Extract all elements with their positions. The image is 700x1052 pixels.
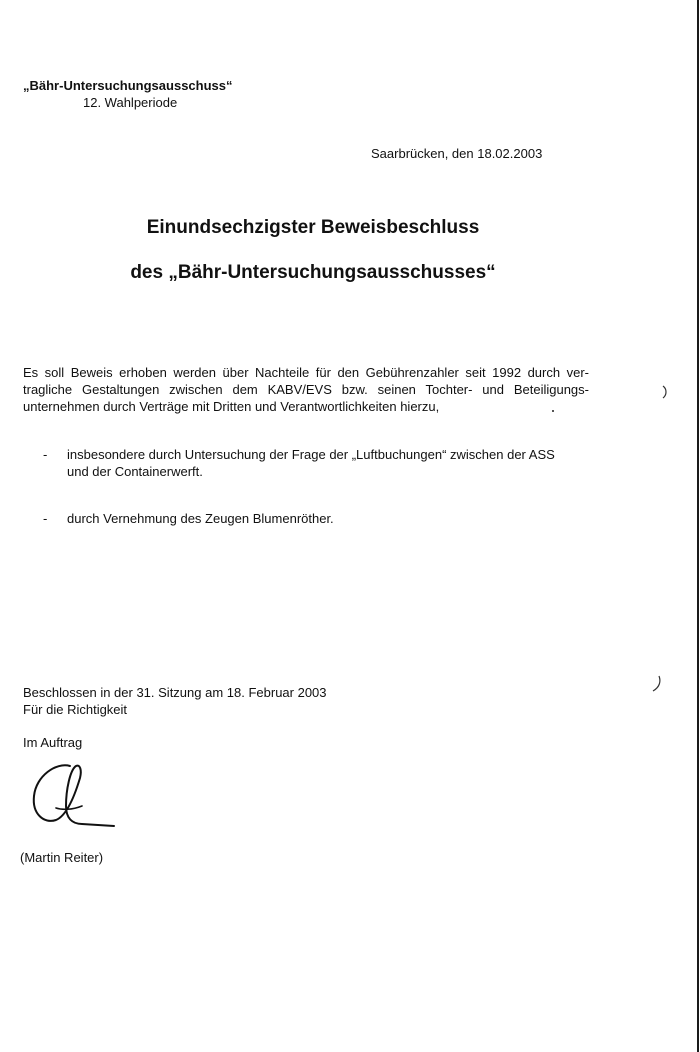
committee-name: „Bähr-Untersuchungsausschuss“ xyxy=(23,78,233,93)
margin-mark xyxy=(660,384,670,400)
scan-edge-line xyxy=(697,0,699,1052)
document-title: Einundsechzigster Beweisbeschluss xyxy=(146,217,480,238)
place-and-date: Saarbrücken, den 18.02.2003 xyxy=(371,146,543,161)
document-subtitle: des „Bähr-Untersuchungsausschusses“ xyxy=(130,262,496,283)
bullet-line: insbesondere durch Untersuchung der Frage der „Luftbuchungen“ zwischen der ASS xyxy=(67,447,555,462)
signer-name: (Martin Reiter) xyxy=(20,850,104,865)
bullet-marker: - xyxy=(43,511,48,526)
handwritten-signature xyxy=(26,758,126,838)
intro-line: Es soll Beweis erhoben werden über Nachteile für den Gebührenzahler seit 1992 durch ver- xyxy=(23,365,589,380)
intro-line: tragliche Gestaltungen zwischen dem KABV/EVS bzw. seinen Tochter- und Beteiligungs- xyxy=(23,382,589,397)
on-behalf-note: Im Auftrag xyxy=(23,735,83,750)
bullet-line: und der Containerwerft. xyxy=(67,464,203,479)
resolution-note: Beschlossen in der 31. Sitzung am 18. Februar 2003 xyxy=(23,685,327,700)
margin-mark xyxy=(650,674,664,694)
bullet-item xyxy=(67,446,607,480)
bullet-line: durch Vernehmung des Zeugen Blumenröther. xyxy=(67,511,334,526)
intro-paragraph xyxy=(23,364,589,415)
bullet-marker: - xyxy=(43,447,48,462)
scan-speck xyxy=(552,410,554,412)
bullet-item xyxy=(67,510,607,527)
certification-note: Für die Richtigkeit xyxy=(23,702,128,717)
intro-line: unternehmen durch Verträge mit Dritten und Verantwortlichkeiten hierzu, xyxy=(23,399,440,414)
legislative-period: 12. Wahlperiode xyxy=(83,95,178,110)
